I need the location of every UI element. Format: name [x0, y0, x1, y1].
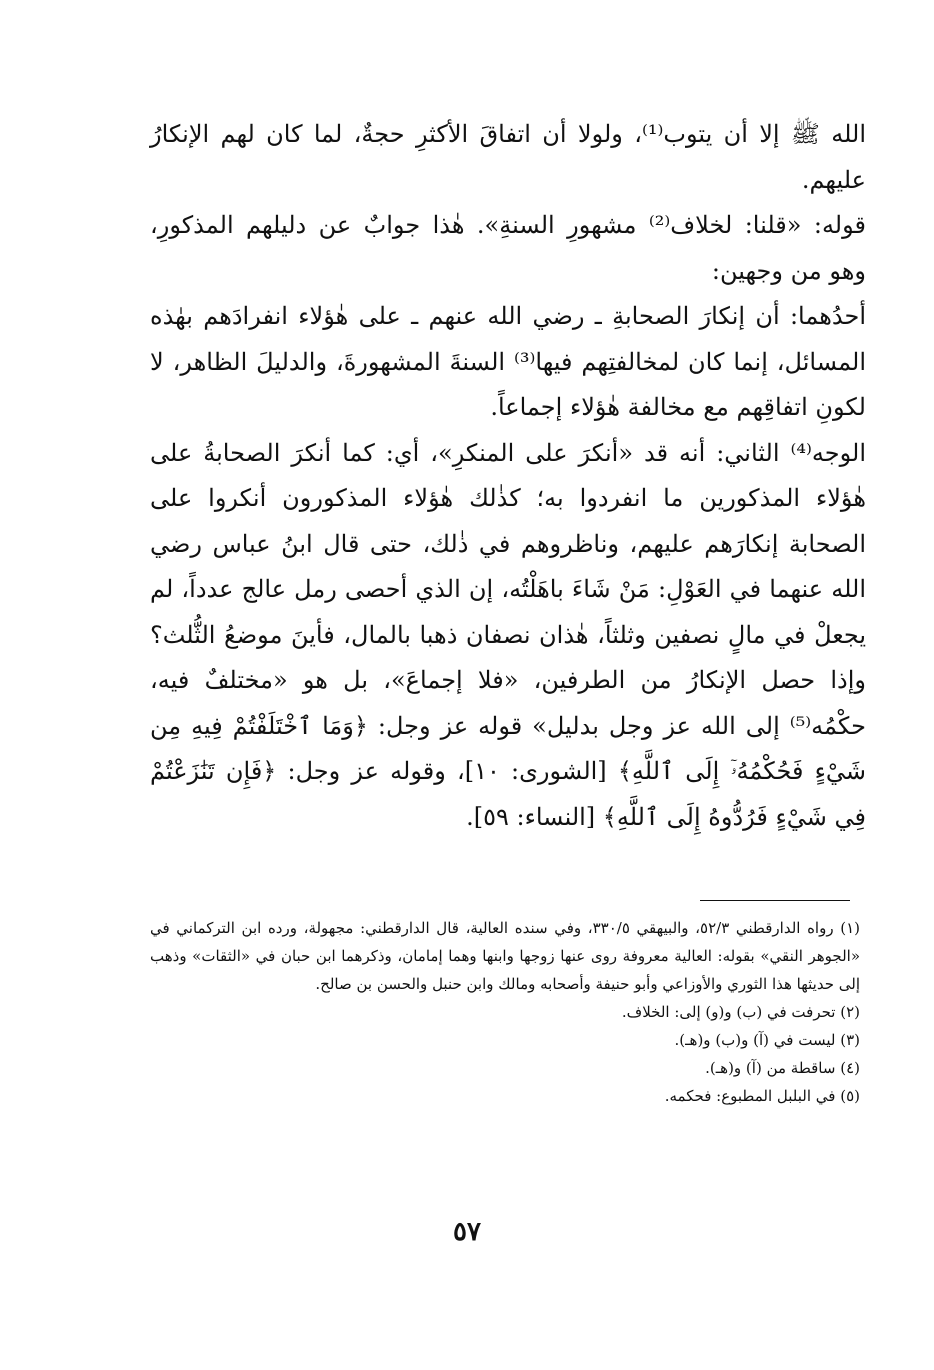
- footnote-separator: [700, 900, 850, 901]
- footnote: (٥) في البلبل المطبوع: فحكمه.: [664, 1087, 860, 1105]
- footnotes: [150, 914, 860, 1110]
- page-number: ٥٧: [453, 1217, 481, 1247]
- paragraph: الوجه⁽⁴⁾ الثاني: أنه قد «أنكرَ على المنكرِ»، أي: كما أنكرَ الصحابةُ على هٰؤلاء المذكورين ما انفردوا به؛ كذٰلك هٰؤلاء المذكورون أنكروا على الصحابة إنكارَهم عليهم، وناظروهم في ذٰلك، حتى قال ابنُ عباس رضي الله عنهما في العَوْلِ: مَنْ شَاءَ باهَلْتُه، إن الذي أحصى رمل عالج عدداً، لم يجعلْ في مالٍ نصفين وثلثاً، هٰذان نصفان ذهبا بالمال، فأينَ موضعُ الثُّلث؟ وإذا حصل الإنكارُ من الطرفين، «فلا إجماعَ»، بل هو «مختلفٌ فيه، حكْمُه⁽⁵⁾ إلى الله عز وجل بدليل» قوله عز وجل: ﴿وَمَا ٱخْتَلَفْتُمْ فِيهِ مِن شَيْءٍ فَحُكْمُهُۥٓ إِلَى ٱللَّهِ﴾ [الشورى: ١٠]، وقوله عز وجل: ﴿فَإِن تَنَٰزَعْتُمْ فِي شَيْءٍ فَرُدُّوهُ إِلَى ٱللَّهِ﴾ [النساء: ٥٩].: [150, 438, 867, 831]
- footnote: (١) رواه الدارقطني ٥٢/٣، والبيهقي ٣٣٠/٥، وفي سنده العالية، قال الدارقطني: مجهولة، ورده ابن التركماني في «الجوهر النقي» بقوله: العالية معروفة روى عنها زوجها وابنها وهما إمامان، وذكرهما ابن حبان في «الثقات» وذهب إلى حديثها هذا الثوري والأوزاعي وأبو حنيفة وأصحابه ومالك وابن حنبل والحسن بن صالح.: [150, 919, 860, 993]
- footnote: (٣) ليست في (آ) و(ب) و(هـ).: [674, 1031, 860, 1049]
- main-text: [150, 112, 866, 840]
- paragraph: الله ﷺ إلا أن يتوب⁽¹⁾، ولولا أن اتفاقَ الأكثرِ حجةٌ، لما كان لهم الإنكارُ عليهم.: [150, 120, 866, 194]
- footnote: (٤) ساقطة من (آ) و(هـ).: [705, 1059, 860, 1077]
- paragraph: أحدُهما: أن إنكارَ الصحابةِ ـ رضي الله عنهم ـ على هٰؤلاء انفرادَهم بهٰذه المسائل، إنما كان لمخالفتِهم فيها⁽³⁾ السنةَ المشهورةَ، والدليلَ الظاهر، لا لكونِ اتفاقِهم مع مخالفة هٰؤلاء إجماعاً.: [150, 302, 866, 421]
- footnote: (٢) تحرفت في (ب) و(و) إلى: الخلاف.: [621, 1003, 860, 1021]
- paragraph: قوله: «قلنا: لخلاف⁽²⁾ مشهورِ السنةِ». هٰذا جوابٌ عن دليلهم المذكورِ، وهو من وجهين:: [150, 211, 866, 285]
